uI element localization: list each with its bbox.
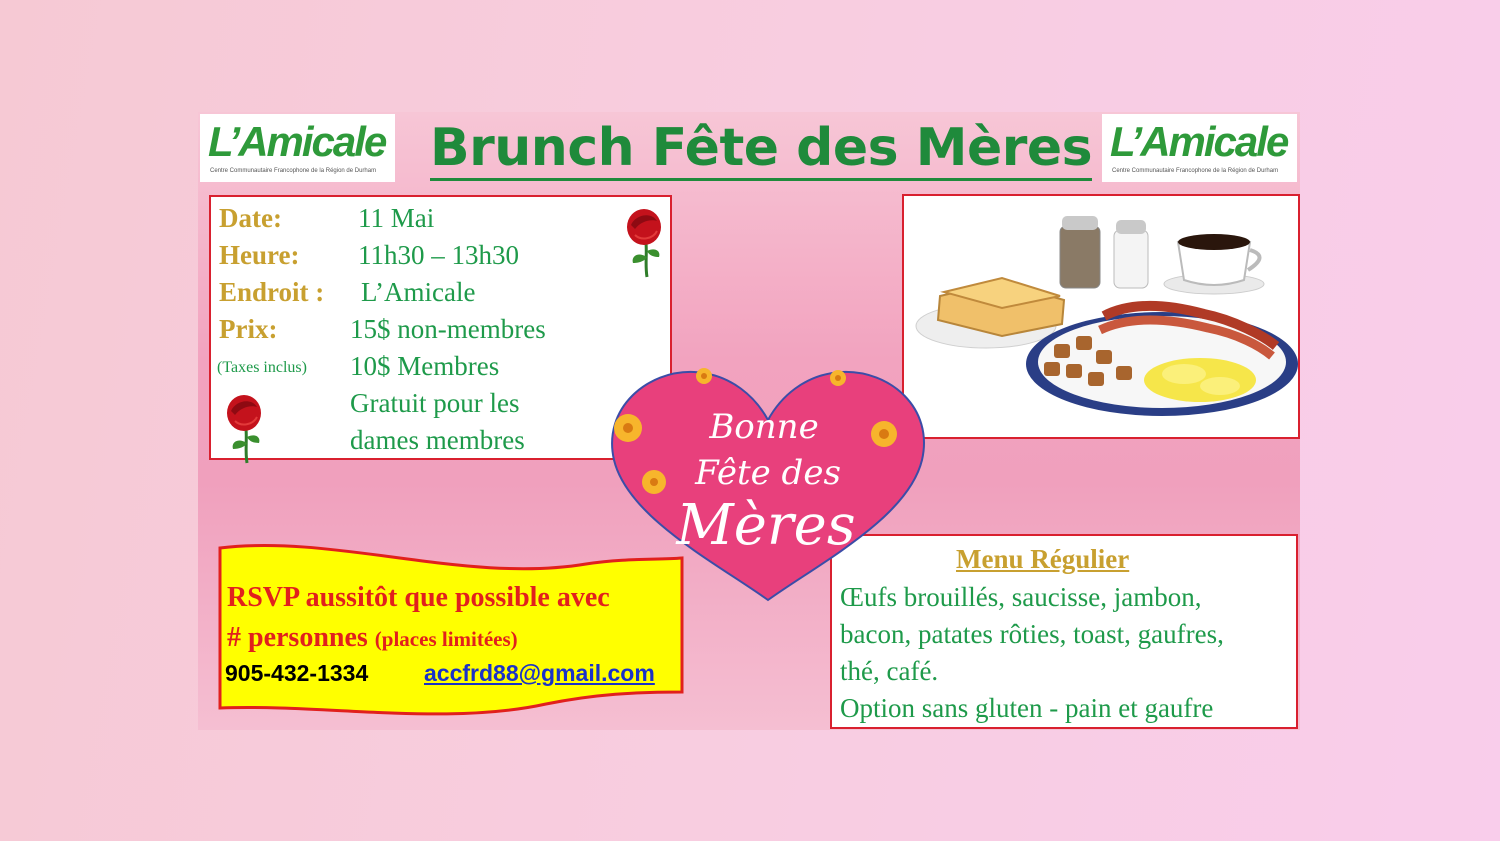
logo-right [1102,114,1297,182]
menu-line-3: thé, café. [840,656,939,686]
price-nonmember: 15$ non-membres [350,314,546,344]
heart-line-3: Mères [676,493,856,558]
place-value: L’Amicale [361,277,476,307]
heart-line-2: Fête des [695,453,841,493]
heart-graphic [608,368,930,604]
rsvp-persons: # personnes [227,622,368,653]
breakfast-photo [902,194,1300,439]
heart-line-1: Bonne [709,407,819,447]
time-value: 11h30 – 13h30 [358,240,519,270]
breakfast-image [904,196,1298,437]
place-label: Endroit : [219,277,325,307]
phone-number: 905-432-1334 [225,660,369,686]
rsvp-limited-note: (places limitées) [374,627,518,651]
time-label: Heure: [219,240,300,270]
menu-title: Menu Régulier [956,544,1130,574]
menu-line-2: bacon, patates rôties, toast, gaufres, [840,619,1224,649]
date-value: 11 Mai [358,203,435,233]
price-label: Prix: [219,314,278,344]
price-member: 10$ Membres [350,351,500,381]
rose-icon [221,393,271,465]
menu-line-1: Œufs brouillés, saucisse, jambon, [840,582,1202,612]
rsvp-line-2 [227,622,518,654]
page-title: Brunch Fête des Mères [430,118,1092,181]
rsvp-line-1: RSVP aussitôt que possible avec [227,582,610,613]
logo-name: L’Amicale [1110,118,1288,165]
free-line-1: Gratuit pour les [350,388,520,418]
flower-icon [642,470,666,494]
flower-icon [871,421,897,447]
flyer [198,112,1300,730]
flower-icon [696,368,712,384]
flower-icon [614,414,642,442]
event-info-box [209,195,672,460]
free-line-2: dames membres [350,425,525,455]
logo-left [200,114,395,182]
logo-name: L’Amicale [208,118,386,165]
email-link[interactable]: accfrd88@gmail.com [424,660,655,686]
flower-icon [830,370,846,386]
logo-subtitle: Centre Communautaire Francophone de la Région de Durham [210,168,377,174]
tax-note: (Taxes inclus) [217,359,307,376]
date-label: Date: [219,203,282,233]
logo-subtitle: Centre Communautaire Francophone de la Région de Durham [1112,168,1279,174]
rose-icon [621,207,671,279]
menu-line-4: Option sans gluten - pain et gaufre [840,693,1214,723]
